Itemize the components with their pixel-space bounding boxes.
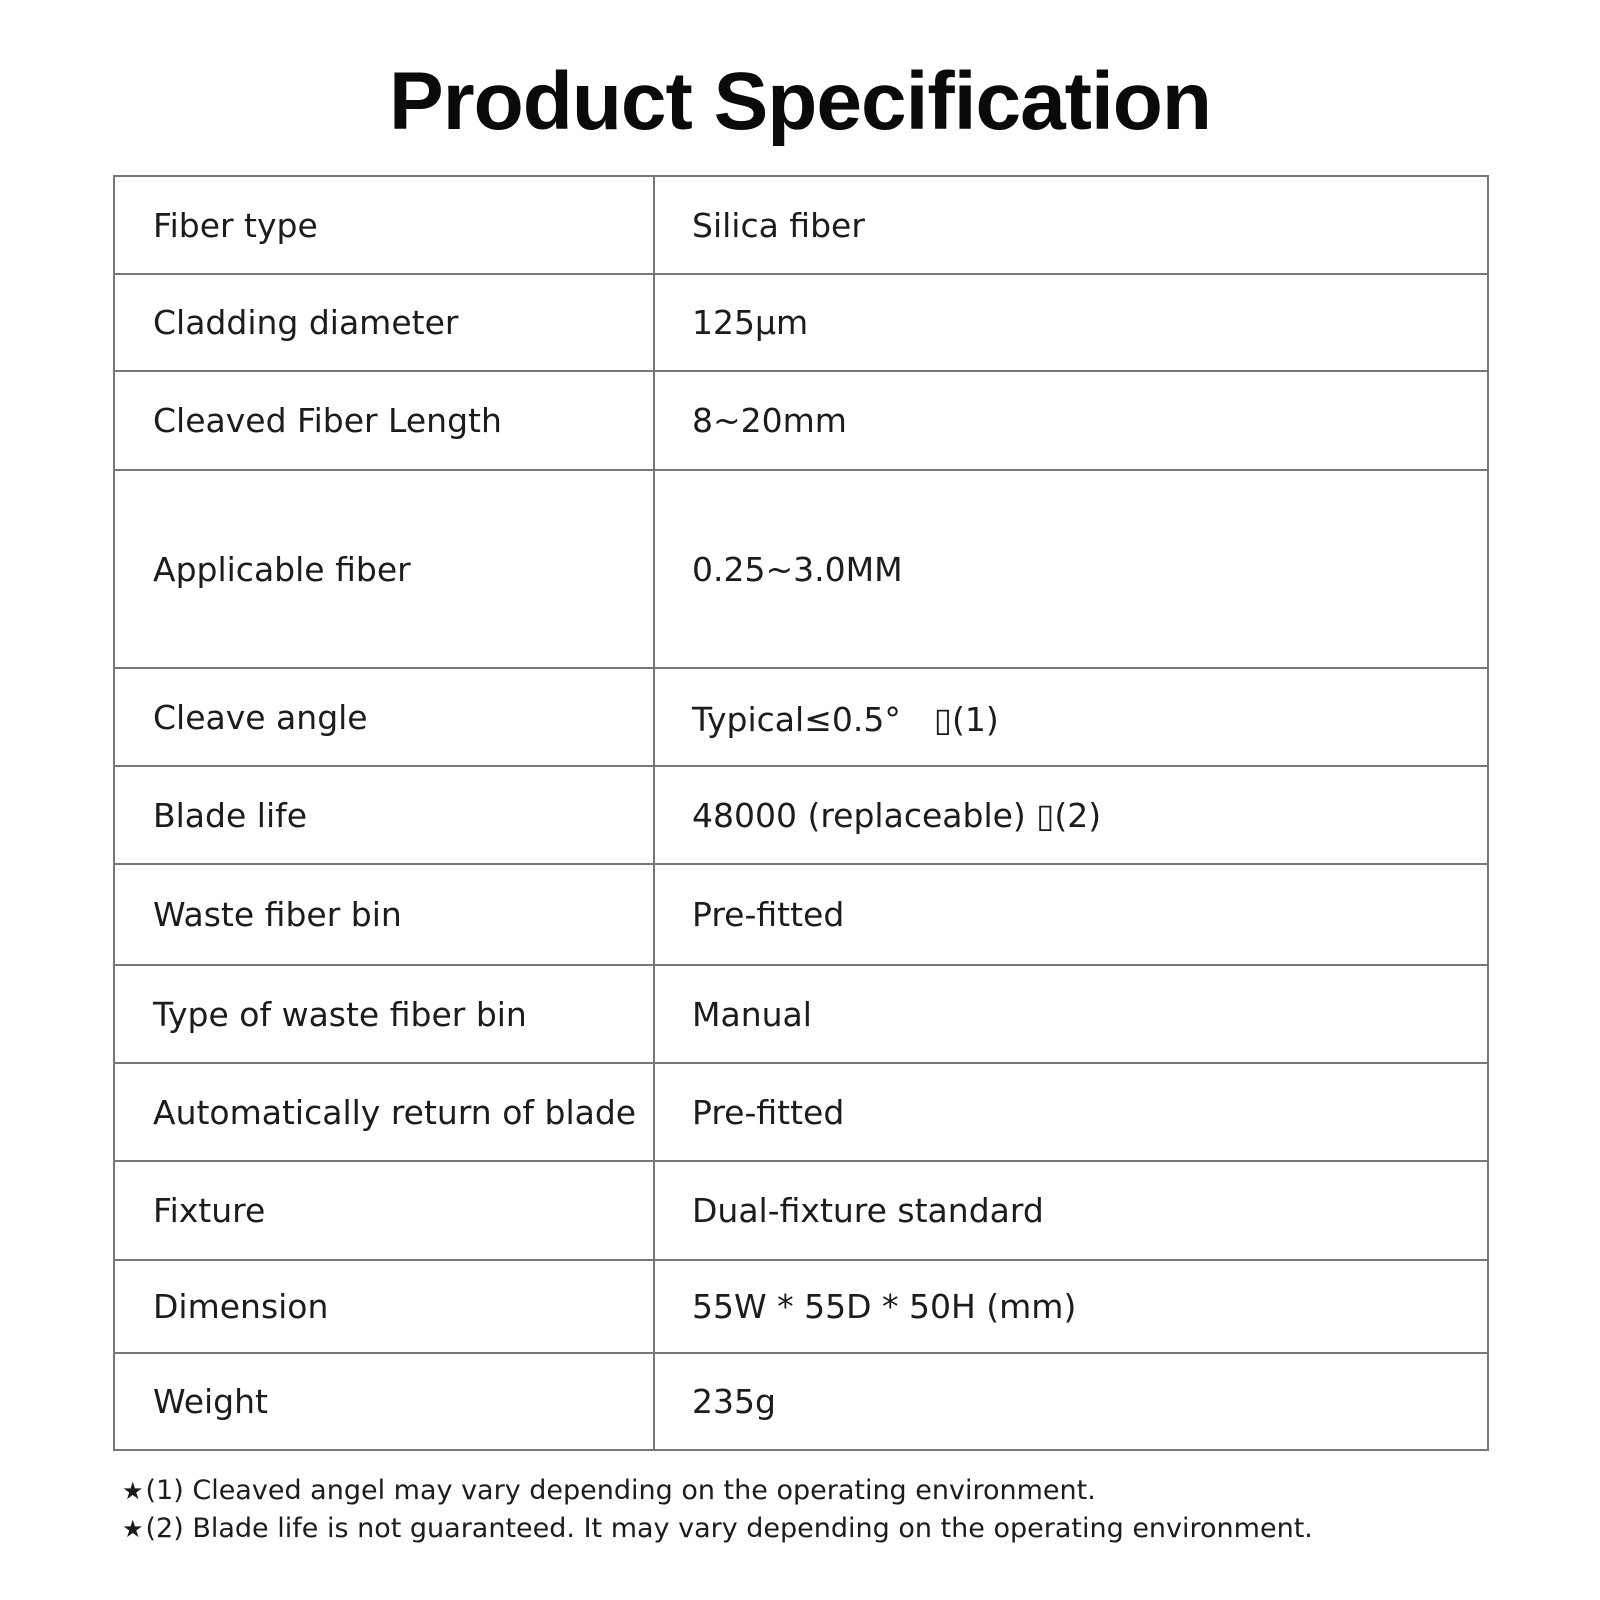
spec-label: Type of waste fiber bin [114, 965, 654, 1063]
table-row [114, 371, 1488, 470]
table-row [114, 864, 1488, 965]
spec-value: 8~20mm [654, 371, 1488, 470]
spec-label: Automatically return of blade [114, 1063, 654, 1161]
spec-label: Weight [114, 1353, 654, 1450]
spec-label: Fiber type [114, 176, 654, 274]
table-row [114, 766, 1488, 864]
spec-label: Cladding diameter [114, 274, 654, 371]
spec-label: Waste fiber bin [114, 864, 654, 965]
spec-value: 125μm [654, 274, 1488, 371]
spec-label: Cleave angle [114, 668, 654, 766]
spec-value: 0.25~3.0MM [654, 470, 1488, 668]
spec-value: Dual-fixture standard [654, 1161, 1488, 1260]
footnotes [122, 1472, 1313, 1548]
spec-label: Blade life [114, 766, 654, 864]
spec-label: Fixture [114, 1161, 654, 1260]
spec-label: Cleaved Fiber Length [114, 371, 654, 470]
footnote-text: (2) Blade life is not guaranteed. It may vary depending on the operating environment. [145, 1513, 1313, 1544]
spec-value: Pre-fitted [654, 864, 1488, 965]
table-row [114, 1063, 1488, 1161]
spec-value: 55W * 55D * 50H (mm) [654, 1260, 1488, 1353]
table-row [114, 1260, 1488, 1353]
table-row [114, 965, 1488, 1063]
spec-value: 235g [654, 1353, 1488, 1450]
star-icon: ★ [122, 1477, 144, 1505]
spec-table [113, 175, 1489, 1451]
table-row [114, 176, 1488, 274]
table-row [114, 274, 1488, 371]
footnote-2 [122, 1510, 1313, 1548]
table-row [114, 668, 1488, 766]
table-row [114, 1353, 1488, 1450]
spec-value: 48000 (replaceable) ▯(2) [654, 766, 1488, 864]
footnote-1 [122, 1472, 1313, 1510]
spec-value: Pre-fitted [654, 1063, 1488, 1161]
spec-value: Manual [654, 965, 1488, 1063]
spec-label: Dimension [114, 1260, 654, 1353]
star-icon: ★ [122, 1515, 144, 1543]
table-row [114, 470, 1488, 668]
table-row [114, 1161, 1488, 1260]
footnote-text: (1) Cleaved angel may vary depending on the operating environment. [145, 1475, 1096, 1506]
spec-label: Applicable fiber [114, 470, 654, 668]
spec-value: Silica fiber [654, 176, 1488, 274]
spec-value: Typical≤0.5° ▯(1) [654, 668, 1488, 766]
page-title: Product Specification [389, 56, 1211, 147]
